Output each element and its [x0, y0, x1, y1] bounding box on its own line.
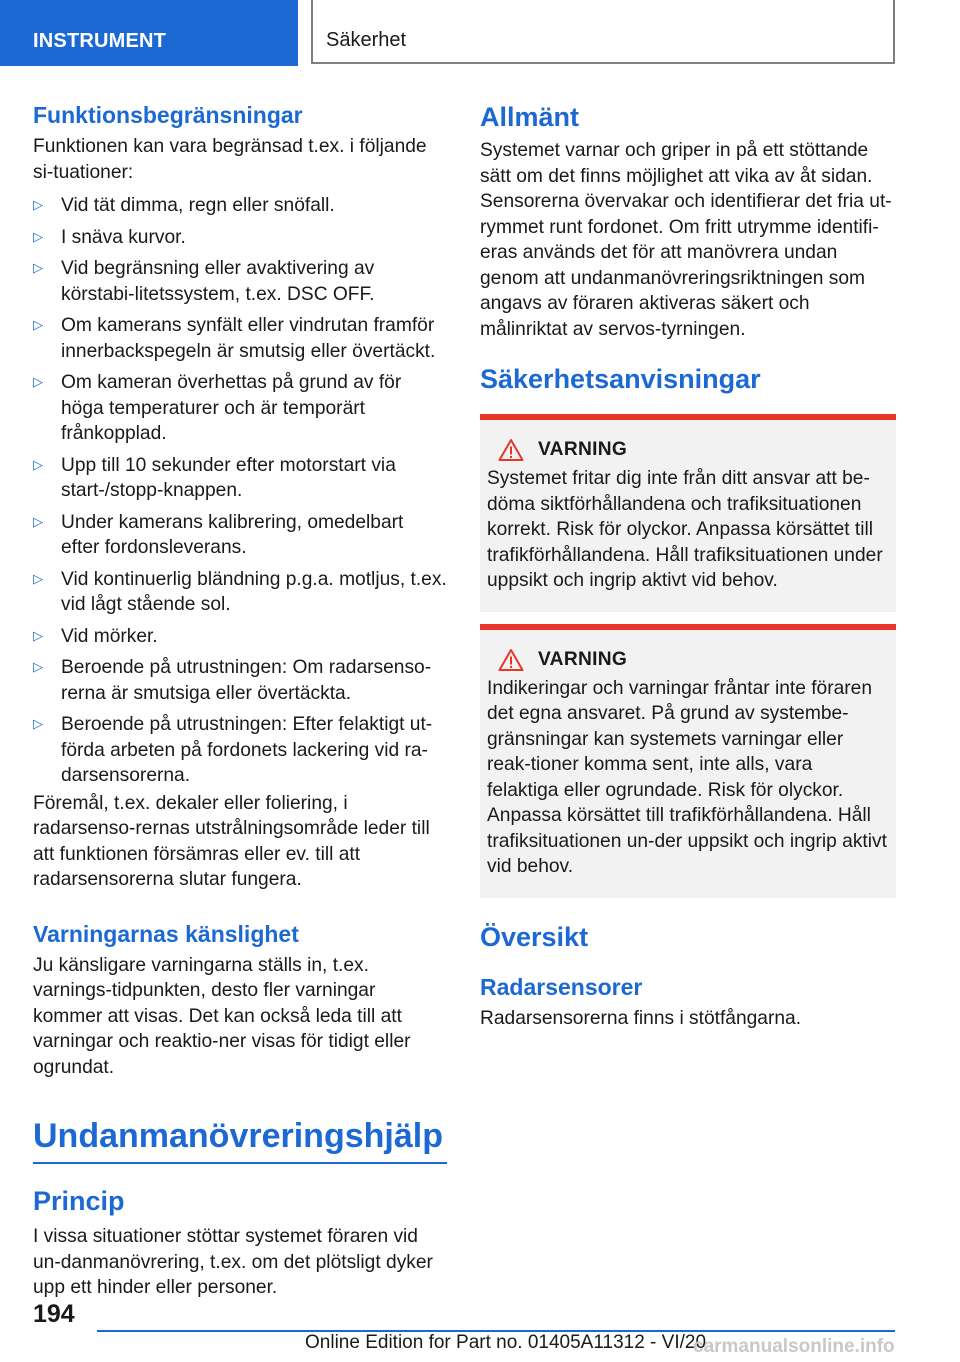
triangle-right-icon: ▷ — [33, 716, 43, 731]
allmant-text: Systemet varnar och griper in på ett stöttande sätt om det finns möjlighet att vika av åt sidan. Sensorerna övervakar och identifierar det fria ut-rymmet runt fordonet. Om fritt utrymme identifi-eras används det för att manövrera undan genom att undanmanövreringsriktningen som angavs av föraren aktiveras säkert och målinriktat av servos-tyrningen. — [480, 140, 892, 340]
list-item: ▷ Vid mörker. — [33, 625, 158, 647]
triangle-right-icon: ▷ — [33, 317, 43, 332]
triangle-right-icon: ▷ — [33, 570, 43, 586]
list-item: ▷ Under kamerans kalibrering, omedelbart efter fordonsleverans. — [33, 511, 404, 558]
heading-oversikt: Översikt — [480, 921, 589, 952]
list-item: ▷ Vid tät dimma, regn eller snöfall. — [33, 195, 335, 216]
list-item: ▷ Beroende på utrustningen: Om radarsenso-rerna är smutsiga eller övertäckta. — [33, 657, 432, 704]
right-column — [480, 100, 896, 1031]
heading-allmant: Allmänt — [480, 102, 580, 132]
funk-after-text: Föremål, t.ex. dekaler eller foliering, i radarsenso-rernas utstrålningsområde leder till att funktionen försämras eller ev. till att radarsensorerna slutar fungera. — [33, 792, 430, 890]
warning-title: VARNING — [538, 648, 628, 670]
list-item: ▷ Beroende på utrustningen: Efter felaktigt ut-förda arbeten på fordonets lackering vid ra-darsensorerna. — [33, 714, 433, 786]
list-item: ▷ Om kameran överhettas på grund av för höga temperaturer och är temporärt frånkopplad. — [33, 372, 402, 444]
triangle-right-icon: ▷ — [33, 513, 43, 529]
triangle-right-icon: ▷ — [33, 374, 43, 389]
list-item: ▷ Vid begränsning eller avaktivering av körstabi-litetssystem, t.ex. DSC OFF. — [33, 258, 375, 305]
chapter-title: Säkerhet — [311, 0, 895, 64]
list-item: ▷ Om kamerans synfält eller vindrutan framför innerbackspegeln är smutsig eller övertäckt. — [33, 315, 436, 362]
princip-text: I vissa situationer stöttar systemet föraren vid un-danmanövrering, t.ex. om det plötsligt dyker upp ett hinder eller personer. — [33, 1226, 433, 1298]
warning-text: Indikeringar och varningar fråntar inte föraren det egna ansvaret. På grund av systembe-gränsningar kan systemets varningar eller reak-tioner komma sent, inte alls, vara felaktiga eller ogrundade. Risk för olyckor. Anpassa körsättet till trafikförhållandena. Håll trafiksituationen un-der uppsikt och ingrip aktivt vid behov. — [487, 677, 887, 877]
warning-triangle-icon — [498, 438, 524, 462]
warning-box — [480, 624, 896, 898]
warning-title: VARNING — [538, 439, 628, 460]
triangle-right-icon: ▷ — [33, 627, 43, 643]
funk-intro: Funktionen kan vara begränsad t.ex. i följande si-tuationer: — [33, 136, 427, 183]
list-item: ▷ Vid kontinuerlig bländning p.g.a. motljus, t.ex. vid lågt stående sol. — [33, 568, 447, 615]
page-header — [0, 0, 960, 66]
left-column — [33, 100, 447, 1301]
heading-radarsensorer: Radarsensorer — [480, 973, 643, 1000]
triangle-right-icon: ▷ — [33, 197, 43, 212]
edition-text: Online Edition for Part no. 01405A11312 - VI/20 — [305, 1332, 707, 1353]
warning-triangle-icon — [498, 648, 524, 672]
limitation-list — [33, 193, 447, 789]
triangle-right-icon: ▷ — [33, 260, 43, 275]
warning-text: Systemet fritar dig inte från ditt ansvar att be-döma siktförhållandena och trafiksituationen korrekt. Risk för olyckor. Anpassa körsättet till trafikförhållandena. Håll trafiksituationen under uppsikt och ingrip aktivt vid behov. — [487, 468, 883, 591]
triangle-right-icon: ▷ — [33, 456, 43, 472]
heading-funktionsbegransningar: Funktionsbegränsningar — [33, 102, 303, 128]
heading-undanmanovreringshjalp: Undanmanövreringshjälp — [33, 1114, 447, 1164]
heading-sakerhetsanvisningar: Säkerhetsanvisningar — [480, 364, 761, 394]
list-item: ▷ Upp till 10 sekunder efter motorstart via start-/stopp-knappen. — [33, 454, 396, 501]
watermark: carmanualsonline.info — [693, 1336, 895, 1357]
sensitivity-text: Ju känsligare varningarna ställs in, t.ex. varnings-tidpunkten, desto fler varningar kommer att visas. Det kan också leda till att varningar och reaktio-ner visas för tidigt eller ogrundat. — [33, 954, 411, 1078]
list-item: ▷ I snäva kurvor. — [33, 226, 186, 248]
section-tab: INSTRUMENT — [0, 0, 298, 66]
triangle-right-icon: ▷ — [33, 659, 43, 674]
triangle-right-icon: ▷ — [33, 228, 43, 244]
heading-princip: Princip — [33, 1186, 125, 1216]
warning-box — [480, 414, 896, 612]
page-number: 194 — [33, 1300, 75, 1328]
heading-varningarnas-kanslighet: Varningarnas känslighet — [33, 920, 299, 947]
radar-text: Radarsensorerna finns i stötfångarna. — [480, 1007, 802, 1029]
